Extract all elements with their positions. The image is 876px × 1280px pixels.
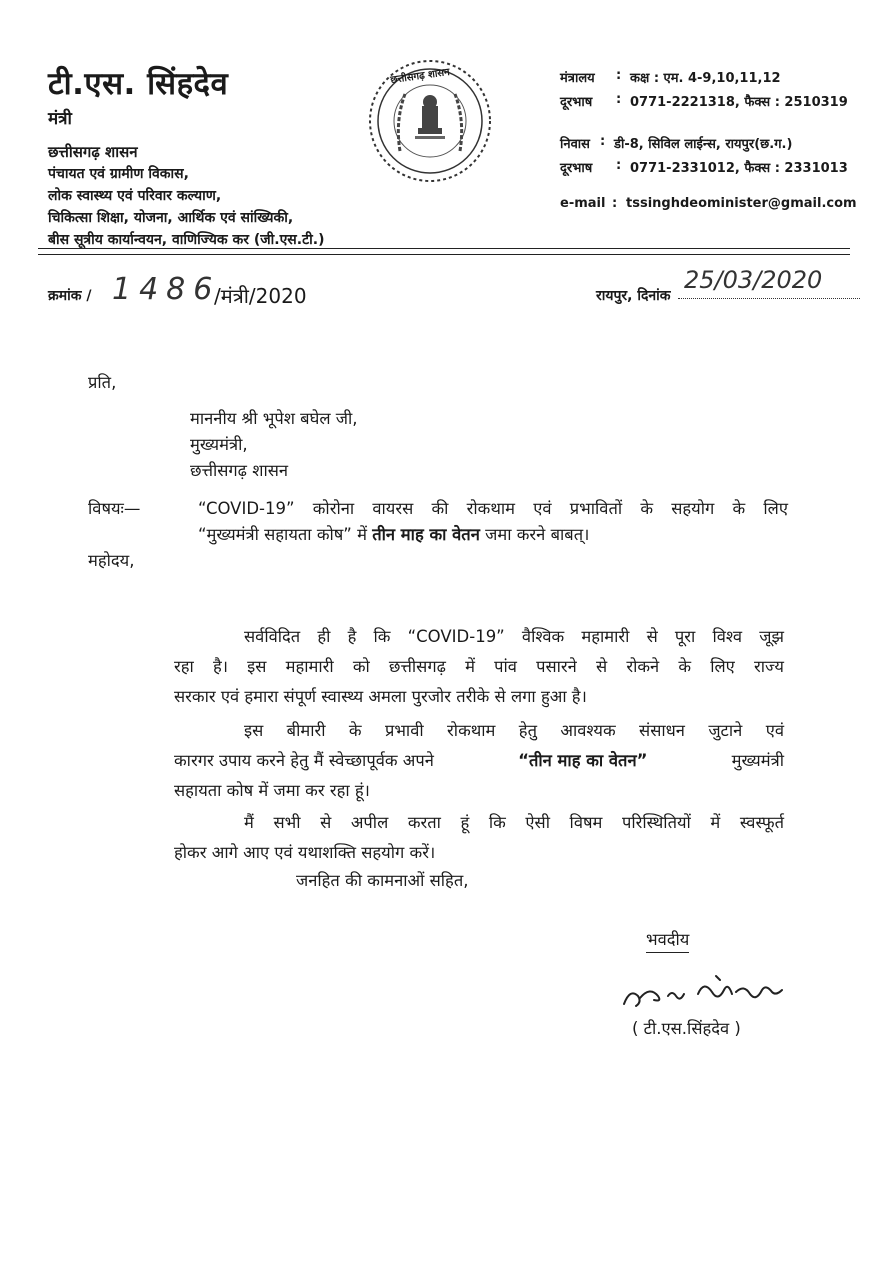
body-line: रहा है। इस महामारी को छत्तीसगढ़ में पांव पसारने से रोकने के लिए राज्य (174, 657, 784, 676)
contact-value: कक्ष : एम. 4-9,10,11,12 (630, 71, 781, 86)
subject-line: “COVID-19” कोरोना वायरस की रोकथाम एवं प्रभावितों के सहयोग के लिए (198, 499, 788, 518)
recipient-line: माननीय श्री भूपेश बघेल जी, (190, 409, 358, 428)
body-line (174, 746, 784, 776)
body-text: मुख्यमंत्री (731, 751, 784, 770)
contact-value: 0771-2331012, फैक्स : 2331013 (630, 161, 848, 176)
department-line: चिकित्सा शिक्षा, योजना, आर्थिक एवं सांख्यिकी, (48, 210, 294, 226)
salutation: महोदय, (88, 551, 135, 570)
closing-line: जनहित की कामनाओं सहित, (296, 871, 469, 890)
contact-sep: : (616, 158, 622, 173)
contact-sep: : (616, 68, 622, 83)
contact-sep: : (616, 92, 622, 107)
header-rule (38, 254, 850, 255)
department-line: लोक स्वास्थ्य एवं परिवार कल्याण, (48, 188, 222, 204)
department-line: पंचायत एवं ग्रामीण विकास, (48, 166, 189, 182)
kramank-label: क्रमांक / (48, 288, 92, 304)
minister-name: टी.एस. सिंहदेव (48, 66, 229, 102)
subject-bold: तीन माह का वेतन (372, 525, 480, 544)
date-value: 25/03/2020 (684, 266, 823, 294)
subject-text: “मुख्यमंत्री सहायता कोष” में (198, 525, 367, 544)
contact-sep: : (600, 134, 606, 149)
date-label: रायपुर, दिनांक (596, 288, 671, 304)
reference-number: 1486 (112, 272, 221, 307)
reference-suffix: /मंत्री/2020 (214, 284, 307, 308)
contact-value: 0771-2221318, फैक्स : 2510319 (630, 95, 848, 110)
prati: प्रति, (88, 373, 117, 392)
body-line: होकर आगे आए एवं यथाशक्ति सहयोग करें। (174, 843, 436, 862)
body-line: सहायता कोष में जमा कर रहा हूं। (174, 781, 370, 800)
department-line: छत्तीसगढ़ शासन (48, 143, 138, 161)
recipient-line: छत्तीसगढ़ शासन (190, 461, 289, 480)
recipient-line: मुख्यमंत्री, (190, 435, 248, 454)
subject-label: विषयः— (88, 499, 141, 518)
emblem-text: छत्तीसगढ़ शासन (389, 66, 451, 87)
body-line: मैं सभी से अपील करता हूं कि ऐसी विषम परिस्थितियों में स्वस्फूर्त (244, 813, 784, 832)
body-line: इस बीमारी के प्रभावी रोकथाम हेतु आवश्यक संसाधन जुटाने एवं (244, 721, 784, 740)
signer-name: ( टी.एस.सिंहदेव ) (632, 1019, 741, 1038)
contact-label: दूरभाष (560, 95, 593, 110)
subject-line (198, 520, 589, 550)
contact-value: tssinghdeominister@gmail.com (626, 196, 857, 211)
body-line: सर्वविदित ही है कि “COVID-19” वैश्विक महामारी से पूरा विश्व जूझ (244, 627, 784, 646)
subject-text: जमा करने बाबत्। (485, 525, 590, 544)
body-line: सरकार एवं हमारा संपूर्ण स्वास्थ्य अमला पुरजोर तरीके से लगा हुआ है। (174, 687, 587, 706)
header-rule (38, 248, 850, 249)
date-dotted-line (678, 298, 860, 299)
bhavadiya: भवदीय (646, 928, 689, 953)
contact-label: निवास (560, 137, 590, 152)
department-line: बीस सूत्रीय कार्यान्वयन, वाणिज्यिक कर (जी.एस.टी.) (48, 232, 325, 248)
body-bold: “तीन माह का वेतन” (518, 751, 648, 770)
body-text: कारगर उपाय करने हेतु मैं स्वेच्छापूर्वक अपने (174, 751, 434, 770)
contact-sep: : (612, 196, 618, 211)
contact-label: e-mail (560, 196, 606, 211)
minister-role: मंत्री (48, 109, 72, 129)
signature (616, 966, 796, 1020)
contact-label: दूरभाष (560, 161, 593, 176)
contact-value: डी-8, सिविल लाईन्स, रायपुर(छ.ग.) (614, 137, 793, 152)
contact-label: मंत्रालय (560, 71, 595, 86)
